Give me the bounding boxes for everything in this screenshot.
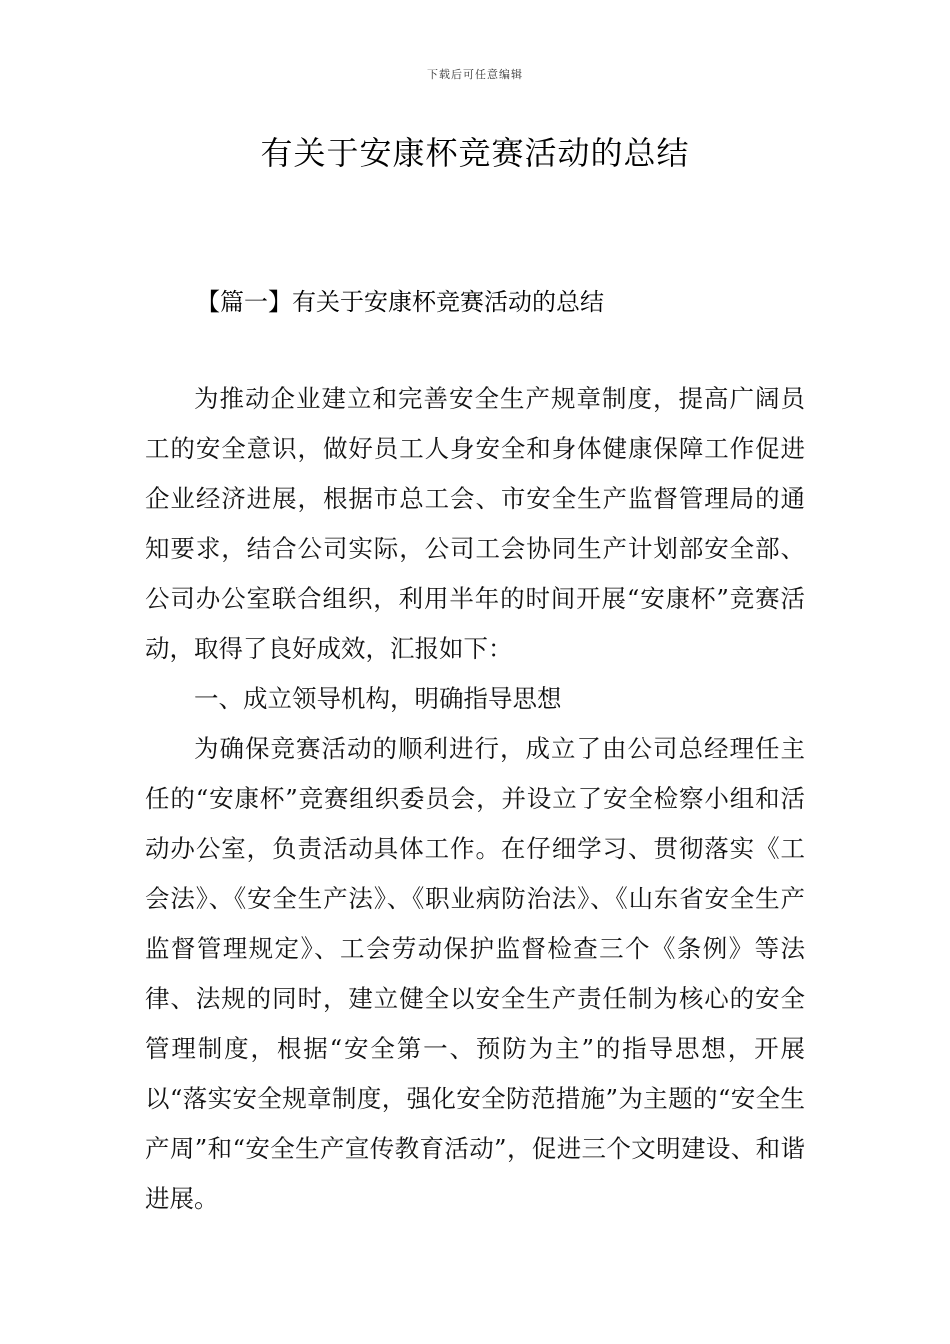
paragraph-text: 为确保竞赛活动的顺利进行，成立了由公司总经理任主任的“安康杯”竞赛组织委员会，并设立了安全检察小组和活动办公室，负责活动具体工作。在仔细学习、贯彻落实《工会法》、《安全生产法》、《职业病防治法》、《山东省安全生产监督管理规定》、工会劳动保护监督检查三个《条例》等法律、法规的同时，建立健全以安全生产责任制为核心的安全管理制度，根据“安全第一、预防为主”的指导思想，开展以“落实安全规章制度，强化安全防范措施”为主题的“安全生产周”和“安全生产宣传教育活动”，促进三个文明建设、和谐进展。 (145, 734, 805, 1213)
paragraph-intro (145, 374, 805, 674)
document-title: 有关于安康杯竞赛活动的总结 (260, 134, 690, 172)
header-note: 下载后可任意编辑 (427, 68, 523, 81)
paragraph-text: 为推动企业建立和完善安全生产规章制度，提高广阔员工的安全意识，做好员工人身安全和身体健康保障工作促进企业经济进展，根据市总工会、市安全生产监督管理局的通知要求，结合公司实际，公司工会协同生产计划部安全部、公司办公室联合组织，利用半年的时间开展“安康杯”竞赛活动，取得了良好成效，汇报如下： (145, 384, 805, 663)
paragraph-leadership (145, 724, 805, 1224)
section-title: 【篇一】有关于安康杯竞赛活动的总结 (196, 288, 604, 316)
subheading-one (145, 674, 805, 724)
subheading-text: 一、成立领导机构，明确指导思想 (194, 684, 562, 713)
